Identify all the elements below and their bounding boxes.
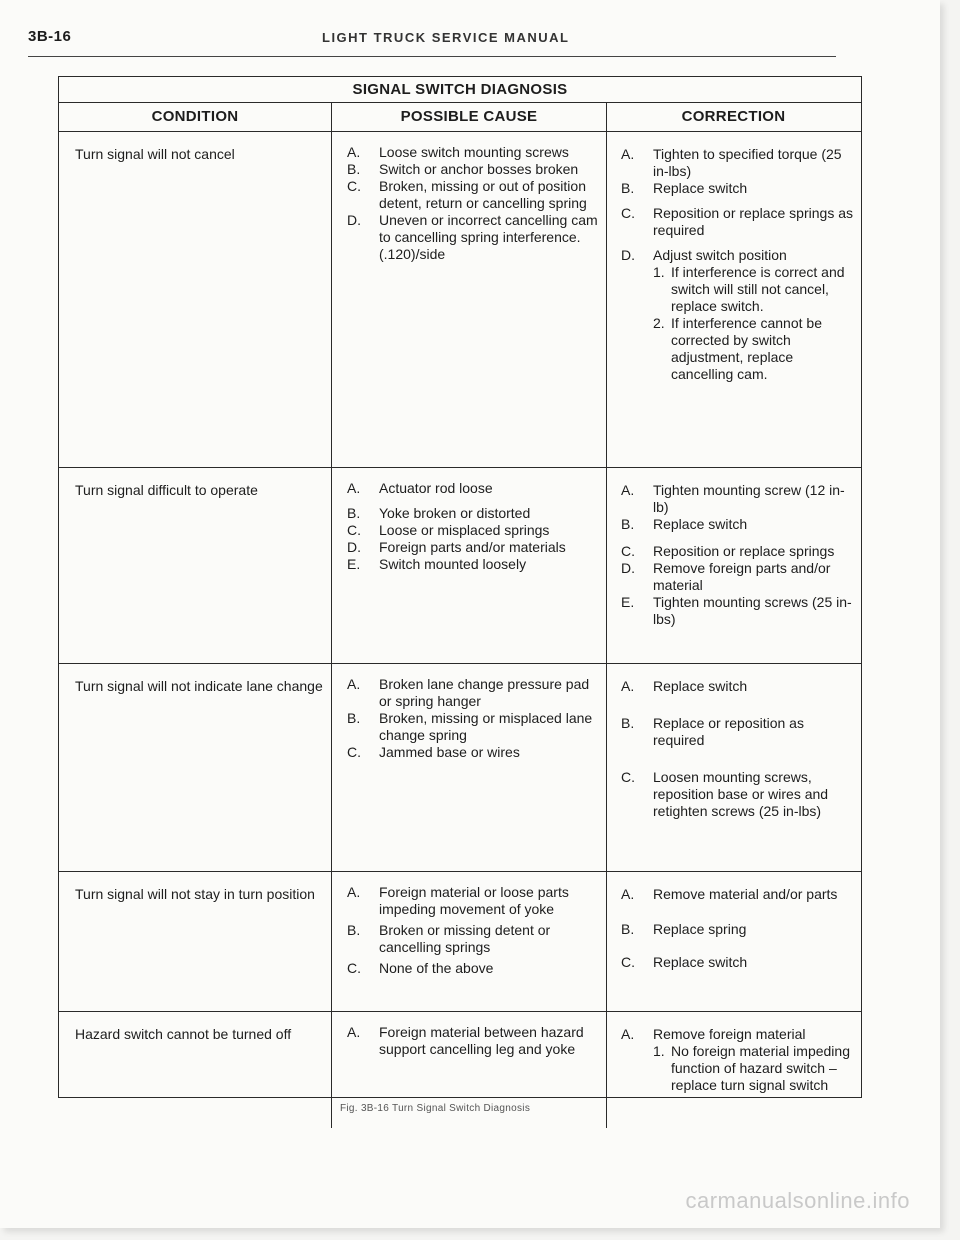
- item-body: [653, 1026, 858, 1094]
- item-letter: B.: [621, 715, 635, 731]
- item-body: [653, 180, 858, 197]
- item-text: Switch or anchor bosses broken: [379, 161, 579, 177]
- item-letter: C.: [621, 954, 635, 970]
- item-letter: A.: [347, 144, 361, 160]
- figure-caption: Fig. 3B-16 Turn Signal Switch Diagnosis: [340, 1103, 531, 1114]
- item-body: [653, 954, 858, 971]
- item-letter: D.: [347, 539, 361, 555]
- cause-item: [347, 522, 598, 539]
- item-body: [653, 921, 858, 938]
- item-body: [653, 769, 858, 820]
- item-body: [653, 543, 858, 560]
- correction-item: [621, 516, 858, 533]
- item-letter: A.: [347, 676, 361, 692]
- sub-item: [653, 1043, 858, 1094]
- item-text: Reposition or replace springs: [653, 543, 835, 559]
- item-body: [653, 886, 858, 903]
- item-letter: A.: [347, 480, 361, 496]
- correction-item: [621, 954, 858, 971]
- item-letter: E.: [621, 594, 635, 610]
- item-letter: C.: [621, 205, 635, 221]
- condition-cell: Turn signal will not indicate lane change: [59, 664, 332, 871]
- sub-text: If interference is correct and switch will still not cancel, replace switch.: [671, 264, 845, 314]
- item-text: None of the above: [379, 960, 494, 976]
- item-text: Tighten to specified torque (25 in-lbs): [653, 146, 842, 179]
- column-header-condition: CONDITION: [59, 103, 332, 131]
- item-text: Replace spring: [653, 921, 747, 937]
- item-letter: A.: [621, 1026, 635, 1042]
- item-letter: D.: [347, 212, 361, 228]
- item-letter: E.: [347, 556, 361, 572]
- item-text: Jammed base or wires: [379, 744, 520, 760]
- sub-item: [653, 315, 858, 383]
- item-text: Adjust switch position: [653, 247, 787, 263]
- table-row: [59, 664, 861, 872]
- item-letter: B.: [621, 180, 635, 196]
- item-text: Loose switch mounting screws: [379, 144, 569, 160]
- item-text: Replace switch: [653, 954, 748, 970]
- correction-item: [621, 769, 858, 820]
- condition-cell: Hazard switch cannot be turned off: [59, 1012, 332, 1128]
- diagnosis-table: [58, 76, 862, 1098]
- correction-cell: [607, 872, 860, 1011]
- item-text: Foreign material between hazard support cancelling leg and yoke: [379, 1024, 584, 1057]
- item-letter: A.: [621, 482, 635, 498]
- item-body: [653, 482, 858, 516]
- item-text: Broken lane change pressure pad or spring hanger: [379, 676, 590, 709]
- item-letter: B.: [347, 505, 361, 521]
- cause-item: [347, 480, 598, 497]
- item-body: [653, 146, 858, 180]
- item-letter: D.: [621, 247, 635, 263]
- item-text: Replace switch: [653, 180, 748, 196]
- item-text: Remove foreign parts and/or material: [653, 560, 831, 593]
- item-body: [653, 594, 858, 628]
- item-body: [653, 678, 858, 695]
- cause-cell: [332, 468, 607, 663]
- item-letter: A.: [621, 678, 635, 694]
- item-letter: C.: [621, 543, 635, 559]
- item-text: Uneven or incorrect cancelling cam to cancelling spring interference. (.120)/side: [379, 212, 598, 262]
- item-letter: C.: [347, 744, 361, 760]
- header-rule: [28, 56, 836, 57]
- table-row: [59, 132, 861, 468]
- item-letter: C.: [347, 960, 361, 976]
- item-text: Broken, missing or misplaced lane change spring: [379, 710, 593, 743]
- sub-number: 1.: [653, 1043, 665, 1059]
- correction-item: [621, 146, 858, 180]
- sub-number: 2.: [653, 315, 665, 331]
- item-text: Loose or misplaced springs: [379, 522, 550, 538]
- item-body: [653, 516, 858, 533]
- manual-title: LIGHT TRUCK SERVICE MANUAL: [322, 30, 570, 45]
- condition-cell: Turn signal difficult to operate: [59, 468, 332, 663]
- item-text: Foreign material or loose parts impeding movement of yoke: [379, 884, 569, 917]
- table-body: [59, 132, 861, 1128]
- item-letter: A.: [347, 884, 361, 900]
- column-header-row: [59, 103, 861, 132]
- item-text: Tighten mounting screw (12 in-lb): [653, 482, 845, 515]
- cause-item: [347, 178, 598, 212]
- item-body: [653, 247, 858, 383]
- item-text: Remove foreign material: [653, 1026, 806, 1042]
- cause-item: [347, 676, 598, 710]
- item-letter: C.: [347, 178, 361, 194]
- sub-text: No foreign material impeding function of hazard switch – replace turn signal switch: [671, 1043, 850, 1093]
- item-letter: A.: [621, 146, 635, 162]
- cause-item: [347, 710, 598, 744]
- cause-item: [347, 539, 598, 556]
- sub-number: 1.: [653, 264, 665, 280]
- item-text: Broken or missing detent or cancelling springs: [379, 922, 551, 955]
- item-letter: C.: [347, 522, 361, 538]
- item-text: Replace switch: [653, 516, 748, 532]
- table-row: [59, 872, 861, 1012]
- item-letter: A.: [347, 1024, 361, 1040]
- page-header: [28, 28, 848, 50]
- item-body: [653, 560, 858, 594]
- correction-cell: [607, 1012, 860, 1128]
- correction-item: [621, 921, 858, 938]
- cause-item: [347, 744, 598, 761]
- item-letter: B.: [347, 161, 361, 177]
- cause-item: [347, 212, 598, 263]
- correction-item: [621, 205, 858, 239]
- condition-cell: Turn signal will not cancel: [59, 132, 332, 467]
- item-text: Switch mounted loosely: [379, 556, 527, 572]
- cause-cell: [332, 132, 607, 467]
- item-body: [653, 205, 858, 239]
- correction-cell: [607, 132, 860, 467]
- sub-item: [653, 264, 858, 315]
- cause-item: [347, 144, 598, 161]
- column-header-correction: CORRECTION: [681, 108, 786, 125]
- watermark: carmanualsonline.info: [685, 1188, 910, 1213]
- cause-item: [347, 161, 598, 178]
- correction-item: [621, 1026, 858, 1094]
- cause-cell: [332, 872, 607, 1011]
- cause-item: [347, 960, 598, 977]
- item-text: Actuator rod loose: [379, 480, 493, 496]
- correction-item: [621, 482, 858, 516]
- item-letter: B.: [347, 710, 361, 726]
- item-body: [653, 715, 858, 749]
- item-text: Remove material and/or parts: [653, 886, 838, 902]
- correction-item: [621, 247, 858, 383]
- page-number: 3B-16: [28, 28, 72, 45]
- correction-item: [621, 715, 858, 749]
- cause-cell: [332, 664, 607, 871]
- item-text: Yoke broken or distorted: [379, 505, 531, 521]
- item-text: Reposition or replace springs as required: [653, 205, 853, 238]
- correction-item: [621, 678, 858, 695]
- item-text: Replace switch: [653, 678, 748, 694]
- item-text: Replace or reposition as required: [653, 715, 804, 748]
- correction-cell: [607, 468, 860, 663]
- item-text: Foreign parts and/or materials: [379, 539, 566, 555]
- correction-item: [621, 543, 858, 560]
- sub-text: If interference cannot be corrected by switch adjustment, replace cancelling cam.: [671, 315, 822, 382]
- cause-item: [347, 922, 598, 956]
- cause-item: [347, 1024, 598, 1058]
- item-letter: B.: [347, 922, 361, 938]
- condition-cell: Turn signal will not stay in turn position: [59, 872, 332, 1011]
- item-letter: B.: [621, 516, 635, 532]
- table-row: [59, 468, 861, 664]
- item-letter: A.: [621, 886, 635, 902]
- correction-cell: [607, 664, 860, 871]
- item-letter: C.: [621, 769, 635, 785]
- item-text: Tighten mounting screws (25 in-lbs): [653, 594, 852, 627]
- correction-item: [621, 180, 858, 197]
- correction-item: [621, 594, 858, 628]
- correction-item: [621, 560, 858, 594]
- correction-item: [621, 886, 858, 903]
- item-text: Broken, missing or out of position detent, return or cancelling spring: [379, 178, 587, 211]
- cause-item: [347, 556, 598, 573]
- cause-item: [347, 884, 598, 918]
- item-letter: B.: [621, 921, 635, 937]
- cause-item: [347, 505, 598, 522]
- column-header-cause: POSSIBLE CAUSE: [332, 103, 607, 131]
- item-letter: D.: [621, 560, 635, 576]
- table-title: SIGNAL SWITCH DIAGNOSIS: [59, 77, 861, 103]
- item-text: Loosen mounting screws, reposition base or wires and retighten screws (25 in-lbs): [653, 769, 829, 819]
